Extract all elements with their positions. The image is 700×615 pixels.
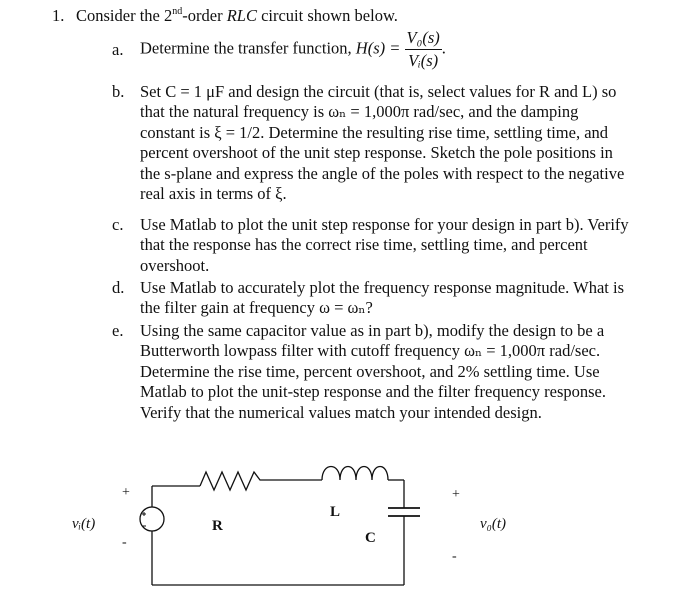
part-b-line: Set C = 1 μF and design the circuit (that is, select values for R and L) so [140,82,617,101]
part-c-line: Use Matlab to plot the unit step response for your design in part b). Verify [140,215,629,234]
fraction-denominator: Vᵢ(s) [408,50,439,70]
part-b-line: the s-plane and express the angle of the poles with respect to the negative [140,163,625,183]
output-voltage-label: v₀(t) [480,516,507,532]
resistor-label: R [212,518,223,534]
part-d-text [140,278,624,319]
part-c-text [140,215,629,276]
fraction-numerator: V₀(s) [405,30,442,50]
inductor-label: L [330,504,341,520]
part-e-line: Butterworth lowpass filter with cutoff frequency ωₙ = 1,000π rad/sec. [140,341,601,361]
voltage-source-symbol [140,507,164,531]
input-minus-sign: - [122,535,127,550]
part-c-label: c. [112,215,124,234]
part-e-line: Matlab to plot the unit-step response and the filter frequency response. [140,382,606,402]
output-plus-sign: + [452,487,460,502]
part-b-line: that the natural frequency is ωₙ = 1,000π rad/sec, and the damping [140,102,579,122]
part-a-end: . [441,38,446,58]
input-voltage-label: vᵢ(t) [72,516,96,532]
part-b-line: percent overshoot of the unit step response. Sketch the pole positions in [140,143,613,163]
part-c-line: that the response has the correct rise time, settling time, and percent [140,235,588,255]
part-d-line: Use Matlab to accurately plot the frequency response magnitude. What is [140,278,624,297]
intro-rlc: RLC [226,6,257,25]
intro-before: Consider the 2 [76,6,173,25]
part-d-label: d. [112,278,125,297]
resistor-symbol [200,472,268,490]
capacitor-label: C [365,530,376,546]
inductor-symbol [322,467,388,481]
part-e-line: Determine the rise time, percent overshoot, and 2% settling time. Use [140,361,600,381]
part-a-sentence: Determine the transfer function, [140,38,356,58]
part-a-text [140,30,446,69]
output-minus-sign: - [452,549,457,564]
input-plus-sign: + [122,485,130,500]
part-b-line: real axis in terms of ξ. [140,184,287,204]
intro-superscript: nd [172,6,183,17]
part-d-line: the filter gain at frequency ω = ωₙ? [140,298,373,318]
part-a-function: H(s) = [355,38,401,58]
intro-mid: -order [182,6,227,25]
part-b-text [140,82,624,204]
question-number: 1. [52,6,65,25]
part-e-line: Using the same capacitor value as in part b), modify the design to be a [140,321,605,340]
transfer-function-fraction [405,30,442,69]
part-e-line: Verify that the numerical values match your intended design. [140,402,542,422]
rlc-circuit-diagram [0,450,700,610]
part-e-label: e. [112,321,124,340]
question-intro [76,6,398,26]
part-c-line: overshoot. [140,255,210,275]
part-e-text [140,321,606,423]
intro-after: circuit shown below. [256,6,398,25]
part-b-line: constant is ξ = 1/2. Determine the resulting rise time, settling time, and [140,122,609,142]
part-a-label: a. [112,40,124,59]
part-b-label: b. [112,82,125,101]
